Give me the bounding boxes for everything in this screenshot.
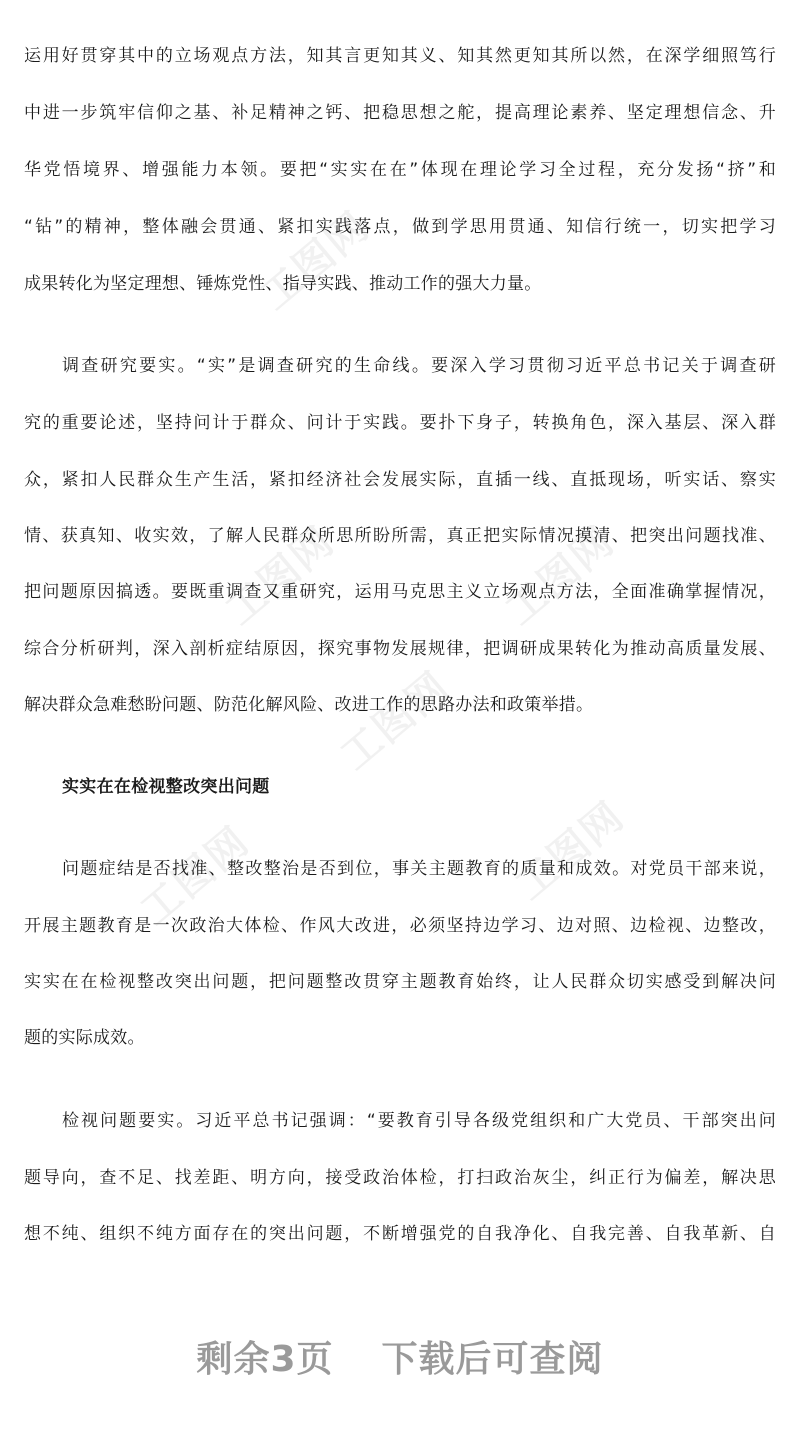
paragraph-line: 检视问题要实。习近平总书记强调：“要教育引导各级党组织和广大党员、干部突出问 <box>62 1111 776 1131</box>
watermark: 工图网 <box>332 663 459 780</box>
download-prompt-banner[interactable] <box>0 1330 800 1390</box>
paragraph-line: 运用好贯穿其中的立场观点方法，知其言更知其义、知其然更知其所以然，在深学细照笃行 <box>24 46 776 66</box>
watermark: 工图网 <box>497 518 624 635</box>
paragraph-line: 究的重要论述，坚持问计于群众、问计于实践。要扑下身子，转换角色，深入基层、深入群 <box>24 413 776 433</box>
paragraph-line: 实实在在检视整改突出问题，把问题整改贯穿主题教育始终，让人民群众切实感受到解决问 <box>24 972 776 992</box>
paragraph-line: 题的实际成效。 <box>24 1028 145 1048</box>
paragraph-line: 情、获真知、收实效，了解人民群众所思所盼所需，真正把实际情况摸清、把突出问题找准、 <box>24 526 776 546</box>
paragraph-line: 成果转化为坚定理想、锤炼党性、指导实践、推动工作的强大力量。 <box>24 274 542 294</box>
paragraph-line: 综合分析研判，深入剖析症结原因，探究事物发展规律，把调研成果转化为推动高质量发展、 <box>24 639 776 659</box>
paragraph-line: 解决群众急难愁盼问题、防范化解风险、改进工作的思路办法和政策举措。 <box>24 695 594 715</box>
download-to-view-text: 下载后可查阅 <box>381 1339 604 1380</box>
watermark: 工图网 <box>252 203 379 320</box>
paragraph-line: 开展主题教育是一次政治大体检、作风大改进，必须坚持边学习、边对照、边检视、边整改， <box>24 916 776 936</box>
paragraph-line: 问题症结是否找准、整改整治是否到位，事关主题教育的质量和成效。对党员干部来说， <box>62 859 776 879</box>
paragraph-line: 中进一步筑牢信仰之基、补足精神之钙、把稳思想之舵，提高理论素养、坚定理想信念、升 <box>24 103 776 123</box>
watermark: 工图网 <box>217 518 344 635</box>
paragraph-line: 调查研究要实。“实”是调查研究的生命线。要深入学习贯彻习近平总书记关于调查研 <box>62 356 776 376</box>
paragraph-line: 众，紧扣人民群众生产生活，紧扣经济社会发展实际，直插一线、直抵现场，听实话、察实 <box>24 470 776 490</box>
paragraph-line: 想不纯、组织不纯方面存在的突出问题，不断增强党的自我净化、自我完善、自我革新、自 <box>24 1224 776 1244</box>
paragraph-line: “钻”的精神，整体融会贯通、紧扣实践落点，做到学思用贯通、知信行统一，切实把学习 <box>24 217 776 237</box>
section-heading: 实实在在检视整改突出问题 <box>62 777 270 797</box>
watermark: 工图网 <box>132 818 259 935</box>
paragraph-line: 题导向，查不足、找差距、明方向，接受政治体检，打扫政治灰尘，纠正行为偏差，解决思 <box>24 1168 776 1188</box>
watermark: 工图网 <box>507 793 634 910</box>
paragraph-line: 华党悟境界、增强能力本领。要把“实实在在”体现在理论学习全过程，充分发扬“挤”和 <box>24 160 776 180</box>
remaining-pages-text: 剩余3页 <box>196 1339 334 1380</box>
paragraph-line: 把问题原因搞透。要既重调查又重研究，运用马克思主义立场观点方法，全面准确掌握情况， <box>24 582 776 602</box>
